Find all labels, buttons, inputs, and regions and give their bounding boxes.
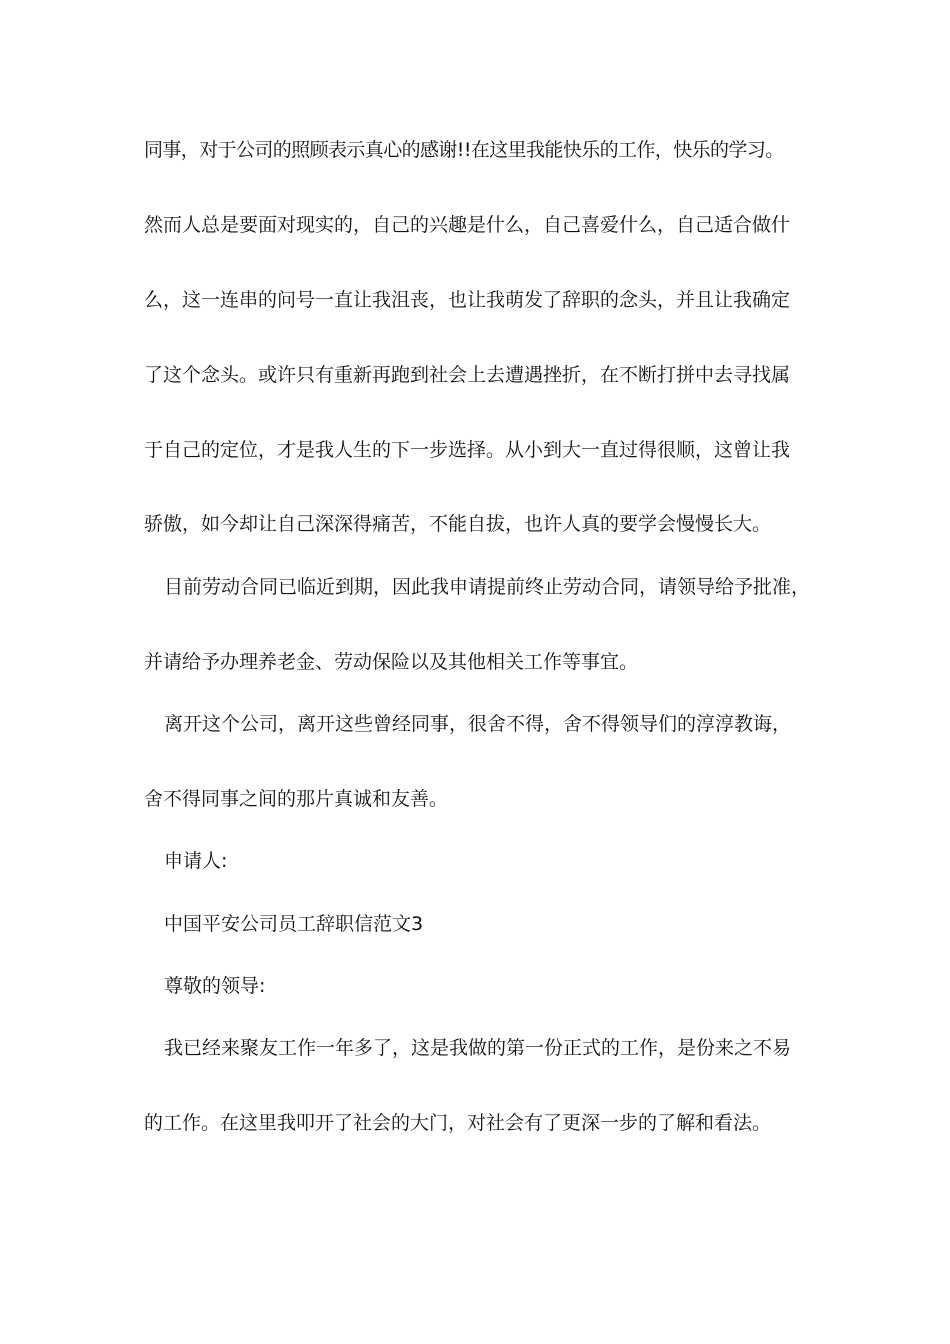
salutation: 尊敬的领导: [164,975,266,997]
section-title: 中国平安公司员工辞职信范文3 [164,913,424,935]
paragraph-line-7: 目前劳动合同已临近到期，因此我申请提前终止劳动合同，请领导给予批准， [164,576,811,598]
paragraph-line-8: 并请给予办理养老金、劳动保险以及其他相关工作等事宜。 [144,651,639,673]
paragraph-line-6: 骄傲，如今却让自己深深得痛苦，不能自拔，也许人真的要学会慢慢长大。 [144,513,772,535]
paragraph-line-2: 然而人总是要面对现实的，自己的兴趣是什么，自己喜爱什么，自己适合做什 [144,214,791,236]
paragraph-line-9: 离开这个公司，离开这些曾经同事，很舍不得，舍不得领导们的淳淳教诲， [164,713,792,735]
paragraph-line-10: 舍不得同事之间的那片真诚和友善。 [144,788,449,810]
paragraph-line-4: 了这个念头。或许只有重新再跑到社会上去遭遇挫折，在不断打拼中去寻找属 [144,364,791,386]
applicant-label: 申请人: [164,850,228,872]
paragraph-line-3: 么，这一连串的问号一直让我沮丧，也让我萌发了辞职的念头，并且让我确定 [144,289,791,311]
paragraph-line-5: 于自己的定位，才是我人生的下一步选择。从小到大一直过得很顺，这曾让我 [144,439,791,461]
paragraph-line-14: 我已经来聚友工作一年多了，这是我做的第一份正式的工作，是份来之不易 [164,1037,792,1059]
paragraph-line-15: 的工作。在这里我叩开了社会的大门，对社会有了更深一步的了解和看法。 [144,1112,772,1134]
paragraph-line-1: 同事，对于公司的照顾表示真心的感谢!!在这里我能快乐的工作，快乐的学习。 [144,139,784,161]
